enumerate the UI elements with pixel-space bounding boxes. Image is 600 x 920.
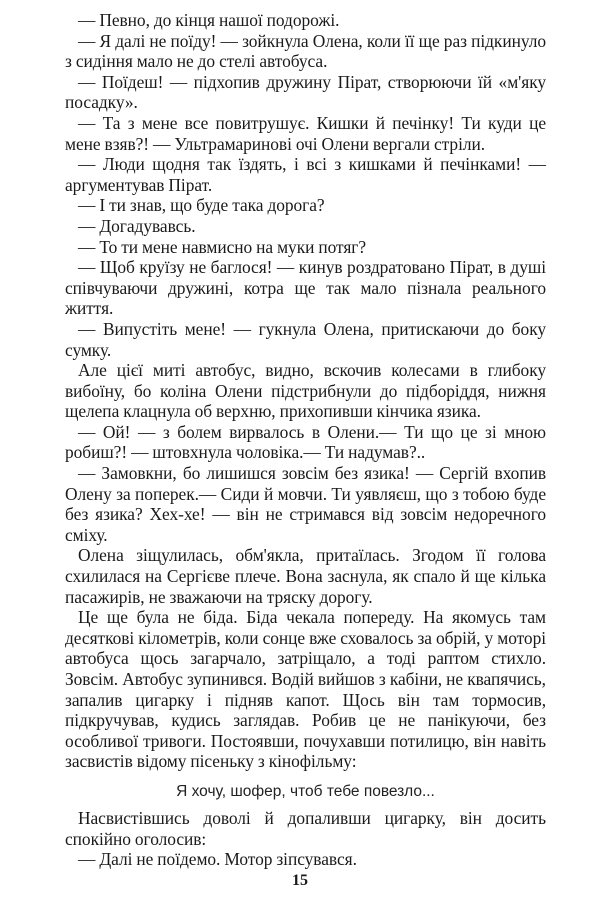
paragraph: — Та з мене все повитрушує. Кишки й печінку! Ти куди це мене взяв?! — Ультрамаринові очі Олени вергали стріли. [65, 112, 546, 154]
paragraph: — То ти мене навмисно на муки потяг? [78, 236, 367, 257]
paragraph: Це ще була не біда. Біда чекала попереду. На якомусь там десяткові кілометрів, коли сонце вже сховалось за обрій, у моторі автобуса щось загарчало, затріщало, а тоді раптом стихло. Зовсім. Автобус зупинився. Водій вийшов з кабіни, не квапячись, запалив цигарку і підняв капот. Щось він там тормосив, підкручував, кудись заглядав. Робив це не панікуючи, без особливої тривоги. Постоявши, почухавши потилицю, він навіть засвистів відому пісеньку з кінофільму: [65, 607, 546, 772]
paragraph: — Далі не поїдемо. Мотор зіпсувався. [78, 849, 357, 870]
paragraph: — Випустіть мене! — гукнула Олена, притискаючи до боку сумку. [65, 318, 546, 360]
paragraph: Але цієї миті автобус, видно, вскочив колесами в глибоку вибоїну, бо коліна Олени підстрибнули до підборіддя, нижня щелепа клацнула об верхню, прихопивши кінчика язика. [65, 360, 546, 422]
song-quote: Я хочу, шофер, чтоб тебе повезло... [176, 782, 435, 800]
book-page [65, 10, 546, 870]
paragraph: — Щоб круїзу не баглося! — кинув роздратовано Пірат, в душі співчуваючи дружині, котра ще так мало пізнала реального життя. [65, 257, 546, 319]
page-number: 15 [292, 872, 308, 889]
paragraph: — Певно, до кінця нашої подорожі. [78, 10, 340, 30]
paragraph: — І ти знав, що буде така дорога? [78, 195, 325, 216]
paragraph: Насвистівшись доволі й допаливши цигарку, він досить спокійно оголосив: [65, 807, 546, 849]
paragraph: — Поїдеш! — підхопив дружину Пірат, створюючи їй «м'яку посадку». [65, 71, 546, 113]
paragraph: Олена зіщулилась, обм'якла, притаїлась. Згодом її голова схилилася на Сергієве плече. Вона заснула, як спало й ще кілька пасажирів, не зважаючи на тряску дорогу. [65, 545, 546, 607]
paragraph: — Я далі не поїду! — зойкнула Олена, коли її ще раз підкинуло з сидіння мало не до стелі автобуса. [65, 30, 546, 72]
paragraph: — Люди щодня так їздять, і всі з кишками й печінками! — аргументував Пірат. [65, 154, 546, 195]
paragraph: — Замовкни, бо лишишся зовсім без язика! — Сергій вхопив Олену за поперек.— Сиди й мовчи. Ти уявляєш, що з тобою буде без язика? Хех-хе! — він не стримався від зовсім недоречного сміху. [65, 463, 546, 545]
paragraph: — Ой! — з болем вирвалось в Олени.— Ти що це зі мною робиш?! — штовхнула чоловіка.— Ти надумав?.. [65, 421, 546, 463]
paragraph: — Догадувавсь. [78, 215, 196, 236]
